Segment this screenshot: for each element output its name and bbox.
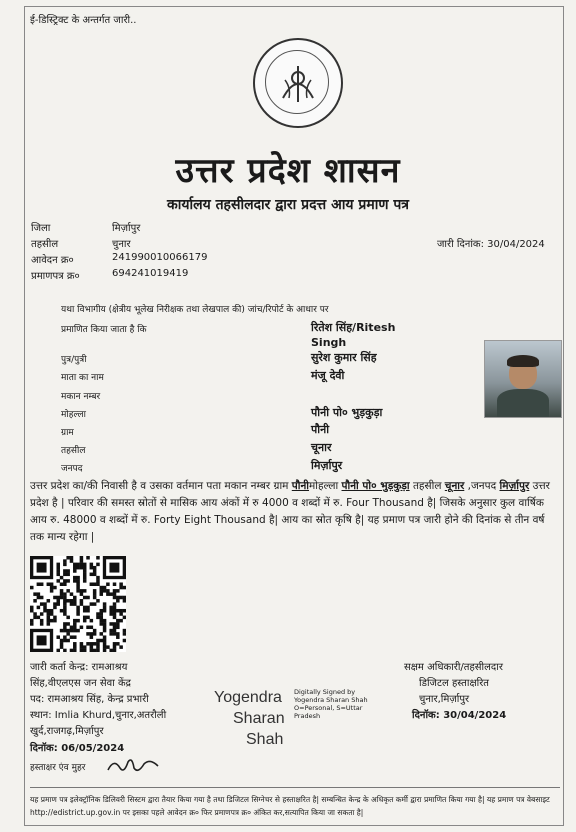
district-value: मिर्ज़ापुर <box>311 459 343 472</box>
officer-line1: सक्षम अधिकारी/तहसीलदार <box>404 662 503 673</box>
meta-certificate-label: प्रमाणपत्र क्र० <box>31 271 80 282</box>
paragraph-text-2: मोहल्ला <box>309 480 342 492</box>
applicant-photo <box>484 340 562 418</box>
village-value: पौनी <box>311 423 330 436</box>
meta-tehsil-label: तहसील <box>31 239 59 250</box>
paragraph-district: मिर्ज़ापुर <box>499 480 530 492</box>
issuer-line1: जारी कर्ता केन्द्र: रामआश्रय <box>30 662 128 673</box>
certified-label: प्रमाणित किया जाता है कि <box>61 325 147 335</box>
meta-certificate-value: 694241019419 <box>112 268 189 279</box>
signature-detail-2: Yogendra Sharan Shah <box>294 696 368 704</box>
meta-district-value: मिर्ज़ापुर <box>112 223 141 234</box>
paragraph-locality: पौनी पो० भुड़कुड़ा <box>341 480 410 492</box>
up-government-emblem-icon <box>253 38 343 128</box>
paragraph-text-1: उत्तर प्रदेश का/की निवासी है व उसका वर्तमान पता मकान नम्बर ग्राम <box>30 480 292 492</box>
footer-divider <box>30 787 560 788</box>
header-note: ई-डिस्ट्रिक्ट के अन्तर्गत जारी.. <box>30 15 137 26</box>
document-subtitle: कार्यालय तहसीलदार द्वारा प्रदत्त आय प्रमाण पत्र <box>166 197 410 213</box>
locality-value: पौनी पो० भुड़कुड़ा <box>311 406 383 419</box>
issue-date: जारी दिनांक: 30/04/2024 <box>437 239 545 250</box>
applicant-name-line2: Singh <box>311 336 347 349</box>
officer-line3: चुनार,मिर्ज़ापुर <box>419 694 470 705</box>
village-label: ग्राम <box>61 428 74 438</box>
signature-detail-4: Pradesh <box>294 712 321 720</box>
locality-label: मोहल्ला <box>61 410 86 420</box>
applicant-name-line1: रितेश सिंह/Ritesh <box>311 321 396 334</box>
relation-label: पुत्र/पुत्री <box>61 355 87 365</box>
issuer-sign-label: हस्ताक्षर एंव मुहर <box>30 763 86 773</box>
paragraph-text-3: तहसील <box>409 480 445 492</box>
signature-detail-3: O=Personal, S=Uttar <box>294 704 363 712</box>
paragraph-village: पौनी <box>291 480 310 492</box>
intro-text: यथा विभागीय (क्षेत्रीय भूलेख निरीक्षक तथा लेखपाल की) जांच/रिपोर्ट के आधार पर <box>61 305 329 315</box>
paragraph-text-5: उत्तर प्रदेश है | परिवार की समस्त स्रोतों से मासिक आय अंकों में रु 4000 व शब्दों में रु. Four Thousand है| जिसके अनुसार कुल वार्षिक आय रु. 48000 व शब्दों में रु. Forty Eight Thousand है| आय का स्रोत कृषि है| यह प्रमाण पत्र जारी होने की दिनांक से तीन वर्ष तक मान्य रहेगा | <box>30 480 550 543</box>
district-label: जनपद <box>61 464 83 474</box>
paragraph-text-4: ,जनपद <box>464 480 500 492</box>
meta-application-label: आवेदन क्र० <box>31 255 74 266</box>
document-title: उत्तर प्रदेश शासन <box>175 151 401 191</box>
tehsil-value: चूनार <box>311 441 332 454</box>
issuer-handwritten-signature <box>104 752 162 778</box>
officer-date: दिनॉक: 30/04/2024 <box>412 710 507 721</box>
officer-line2: डिजिटल हस्ताक्षरित <box>419 678 489 689</box>
relation-value: सुरेश कुमार सिंह <box>311 351 377 364</box>
tehsil-label: तहसील <box>61 446 86 456</box>
footer-note: यह प्रमाण पत्र इलेक्ट्रॉनिक डिलिवरी सिस्टम द्वारा तैयार किया गया है तथा डिजिटल सिग्नेचर से हस्ताक्षरित है| सम्बन्धित केन्द्र के अधिकृत कर्मी द्वारा प्रमाणित किया गया है| यह प्रमाण पत्र वेबसाइट http://edistrict.up.gov.in पर इसका पहले आवेदन क्र० फिर प्रमाणपत्र क्र० अंकित कर,सत्यापित किया जा सकता है| <box>30 795 550 817</box>
paragraph-tehsil: चूनार <box>444 480 465 492</box>
issuer-line5: खुर्द,राजगढ़,मिर्ज़ापुर <box>30 726 104 737</box>
mother-value: मंजू देवी <box>311 369 345 382</box>
verification-qr-code <box>30 556 126 652</box>
meta-district-label: जिला <box>31 223 51 234</box>
issuer-date: दिनॉक: 06/05/2024 <box>30 743 125 754</box>
issuer-line3: पद: रामआश्रय सिंह, केन्द्र प्रभारी <box>30 694 149 705</box>
house-label: मकान नम्बर <box>61 392 101 402</box>
issuer-line4: स्थान: Imlia Khurd,चुनार,अतरौली <box>30 710 167 721</box>
meta-application-value: 241990010066179 <box>112 252 208 263</box>
digital-signer-name-line2: Sharan <box>233 710 285 727</box>
digital-signature-details <box>294 688 368 720</box>
mother-label: माता का नाम <box>61 373 104 383</box>
certificate-paragraph <box>30 478 550 546</box>
signature-detail-1: Digitally Signed by <box>294 688 356 696</box>
meta-tehsil-value: चुनार <box>112 239 131 250</box>
issuer-line2: सिंह,वीएलएस जन सेवा केंद्र <box>30 678 131 689</box>
digital-signer-name-line3: Shah <box>246 731 284 748</box>
digital-signer-name-line1: Yogendra <box>214 689 282 706</box>
